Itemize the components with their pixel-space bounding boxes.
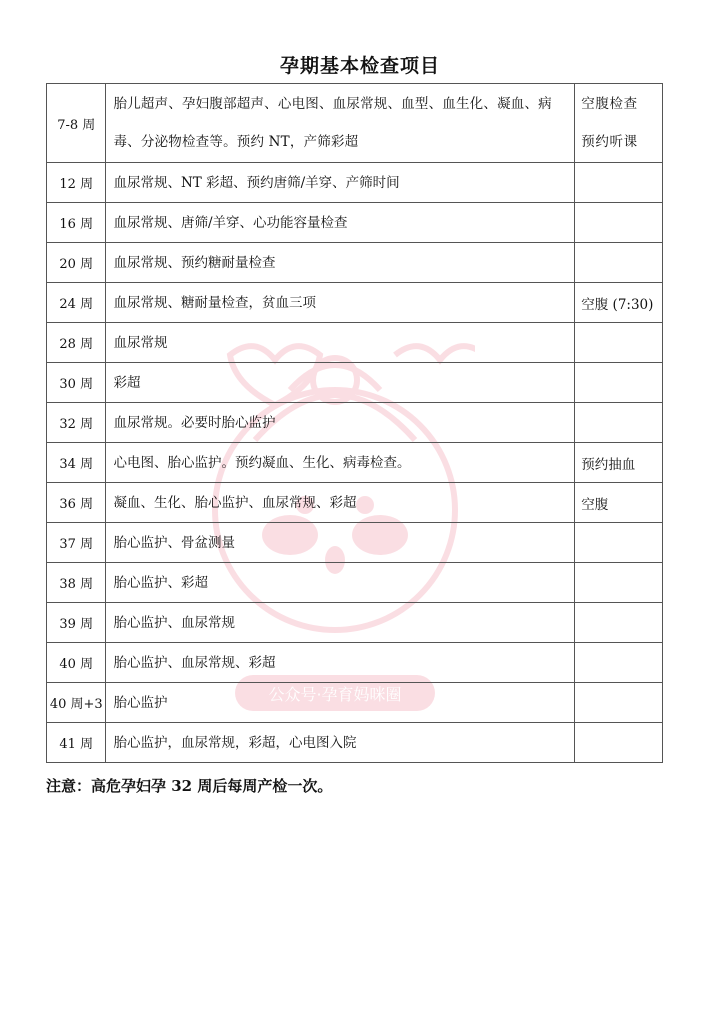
- week-cell: 36 周: [47, 483, 106, 523]
- exam-items-cell: 血尿常规: [106, 323, 575, 363]
- exam-items-cell: 胎心监护: [106, 683, 575, 723]
- table-row: [47, 483, 663, 523]
- note-cell: [575, 163, 663, 203]
- table-row: [47, 643, 663, 683]
- exam-items-cell: 胎心监护、血尿常规: [106, 603, 575, 643]
- table-row: [47, 203, 663, 243]
- note-cell: 空腹 (7:30): [575, 283, 663, 323]
- exam-items-cell: 胎心监护、血尿常规、彩超: [106, 643, 575, 683]
- table-row: [47, 363, 663, 403]
- note-cell: [575, 603, 663, 643]
- exam-schedule-table: [46, 83, 663, 763]
- exam-items-cell: 彩超: [106, 363, 575, 403]
- note-cell: [575, 323, 663, 363]
- footnote: 注意：高危孕妇孕 32 周后每周产检一次。: [46, 777, 333, 795]
- exam-items-cell: 血尿常规、唐筛/羊穿、心功能容量检查: [106, 203, 575, 243]
- table-row: [47, 84, 663, 163]
- note-cell: 空腹: [575, 483, 663, 523]
- note-cell: [575, 203, 663, 243]
- week-cell: 39 周: [47, 603, 106, 643]
- table-row: [47, 723, 663, 763]
- note-cell: [575, 363, 663, 403]
- exam-items-cell: 心电图、胎心监护。预约凝血、生化、病毒检查。: [106, 443, 575, 483]
- week-cell: 16 周: [47, 203, 106, 243]
- table-row: [47, 443, 663, 483]
- table-row: [47, 523, 663, 563]
- table-row: [47, 683, 663, 723]
- table-row: [47, 323, 663, 363]
- table-row: [47, 283, 663, 323]
- week-cell: 40 周: [47, 643, 106, 683]
- exam-items-cell: 血尿常规、预约糖耐量检查: [106, 243, 575, 283]
- week-cell: 37 周: [47, 523, 106, 563]
- note-cell: [575, 563, 663, 603]
- table-row: [47, 563, 663, 603]
- week-cell: 34 周: [47, 443, 106, 483]
- exam-items-cell: 血尿常规、NT 彩超、预约唐筛/羊穿、产筛时间: [106, 163, 575, 203]
- exam-items-cell: 胎心监护，血尿常规，彩超，心电图入院: [106, 723, 575, 763]
- table-row: [47, 163, 663, 203]
- week-cell: 12 周: [47, 163, 106, 203]
- page-title: 孕期基本检查项目: [279, 55, 440, 77]
- note-cell: 预约抽血: [575, 443, 663, 483]
- table-row: [47, 243, 663, 283]
- note-cell: 空腹检查 预约听课: [575, 84, 663, 163]
- exam-items-cell: 血尿常规。必要时胎心监护: [106, 403, 575, 443]
- note-cell: [575, 723, 663, 763]
- week-cell: 7-8 周: [47, 84, 106, 163]
- exam-items-cell: 胎儿超声、孕妇腹部超声、心电图、血尿常规、血型、血生化、凝血、病毒、分泌物检查等。预约 NT，产筛彩超: [106, 84, 575, 163]
- note-cell: [575, 403, 663, 443]
- note-cell: [575, 243, 663, 283]
- table-row: [47, 603, 663, 643]
- watermark-text: 公众号·孕育妈咪圈: [268, 685, 402, 704]
- week-cell: 30 周: [47, 363, 106, 403]
- note-cell: [575, 523, 663, 563]
- note-cell: [575, 643, 663, 683]
- week-cell: 32 周: [47, 403, 106, 443]
- week-cell: 28 周: [47, 323, 106, 363]
- exam-items-cell: 胎心监护、骨盆测量: [106, 523, 575, 563]
- exam-items-cell: 胎心监护、彩超: [106, 563, 575, 603]
- week-cell: 40 周+3: [47, 683, 106, 723]
- week-cell: 24 周: [47, 283, 106, 323]
- exam-items-cell: 血尿常规、糖耐量检查，贫血三项: [106, 283, 575, 323]
- exam-items-cell: 凝血、生化、胎心监护、血尿常规、彩超: [106, 483, 575, 523]
- note-cell: [575, 683, 663, 723]
- week-cell: 38 周: [47, 563, 106, 603]
- table-row: [47, 403, 663, 443]
- week-cell: 41 周: [47, 723, 106, 763]
- week-cell: 20 周: [47, 243, 106, 283]
